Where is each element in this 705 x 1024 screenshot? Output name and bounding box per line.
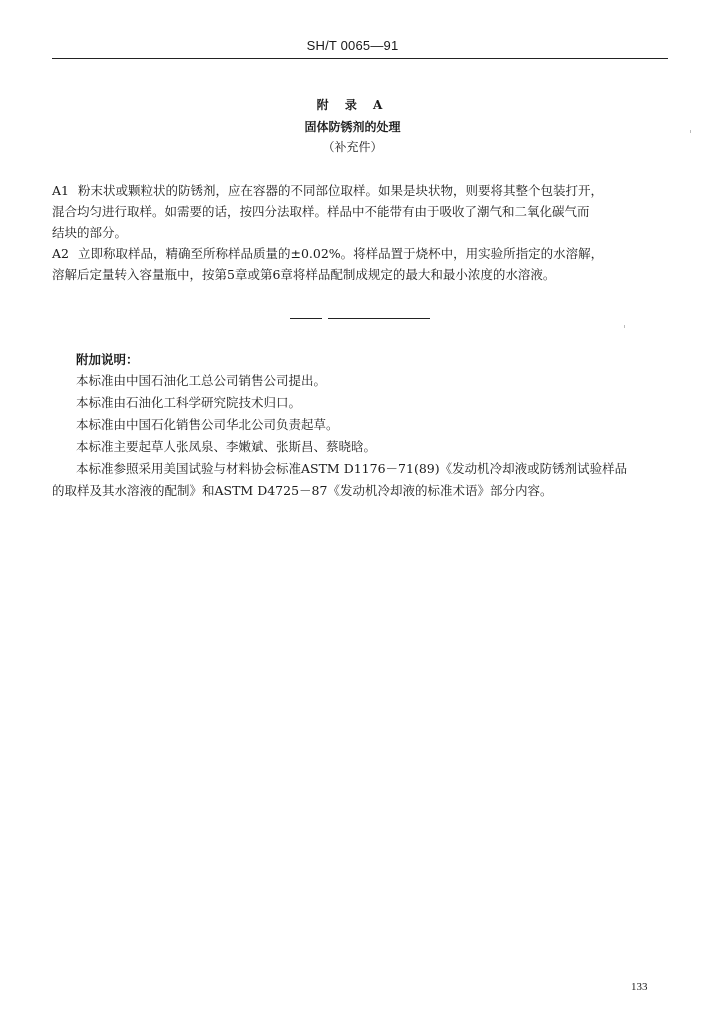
standard-code-header: SH/T 0065—91 <box>306 38 399 53</box>
header-rule <box>52 58 668 59</box>
clause-a2-number: A2 <box>52 246 69 261</box>
note-drafting-unit: 本标准由中国石化销售公司华北公司负责起草。 <box>76 417 339 432</box>
clause-a2-text-1: 立即称取样品，精确至所称样品质量的±0.02%。将样品置于烧杯中，用实验所指定的水溶解， <box>78 246 604 261</box>
clause-a2-line-2: 溶解后定量转入容量瓶中，按第5章或第6章将样品配制成规定的最大和最小浓度的水溶液。 <box>52 267 556 282</box>
clause-a1 <box>52 180 670 243</box>
page-number: 133 <box>631 981 648 993</box>
clause-a1-line-2: 混合均匀进行取样。如需要的话，按四分法取样。样品中不能带有由于吸收了潮气和二氧化碳气而 <box>52 204 590 219</box>
appendix-label: 附 录 A <box>316 98 389 112</box>
clause-a2-line-1 <box>52 243 670 264</box>
appendix-title: 固体防锈剂的处理 <box>304 120 401 134</box>
appendix-note: （补充件） <box>322 140 383 154</box>
end-rule-short-segment <box>290 318 322 319</box>
note-reference-standard-continued: 的取样及其水溶液的配制》和ASTM D4725－87《发动机冷却液的标准术语》部分内容。 <box>52 483 553 498</box>
additional-notes <box>52 370 672 502</box>
clause-a1-line-1 <box>52 180 670 201</box>
note-technical-admin: 本标准由石油化工科学研究院技术归口。 <box>76 395 302 410</box>
clause-a1-text-1: 粉末状或颗粒状的防锈剂，应在容器的不同部位取样。如果是块状物，则要将其整个包装打开， <box>78 183 604 198</box>
end-of-appendix-rule <box>290 314 430 324</box>
note-proposer: 本标准由中国石油化工总公司销售公司提出。 <box>76 373 327 388</box>
end-rule-long-segment <box>328 318 430 319</box>
scan-speck <box>690 130 691 133</box>
additional-notes-title: 附加说明： <box>76 352 139 367</box>
clause-a2 <box>52 243 670 285</box>
scan-speck <box>624 325 625 328</box>
note-reference-standard: 本标准参照采用美国试验与材料协会标准ASTM D1176－71(89)《发动机冷却液或防锈剂试验样品 <box>76 461 628 476</box>
clause-a1-number: A1 <box>52 183 69 198</box>
note-drafters: 本标准主要起草人张凤泉、李嫩斌、张斯昌、蔡晓晗。 <box>76 439 377 454</box>
clause-a1-line-3: 结块的部分。 <box>52 225 128 240</box>
